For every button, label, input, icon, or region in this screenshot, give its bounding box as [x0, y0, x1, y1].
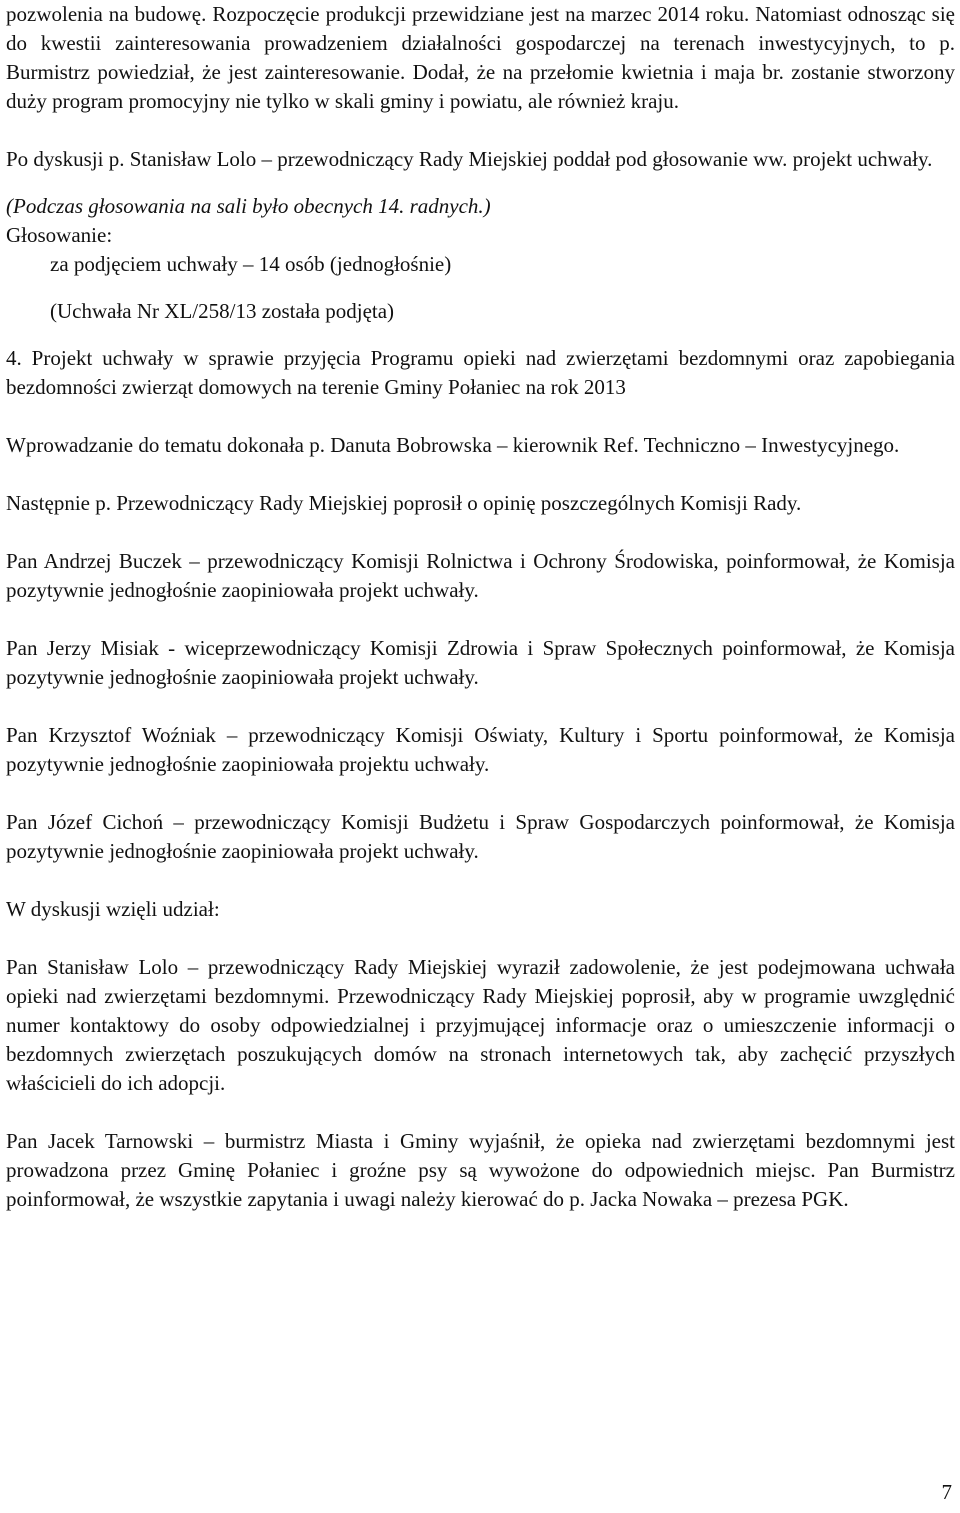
paragraph-introduction: Wprowadzanie do tematu dokonała p. Danuta Bobrowska – kierownik Ref. Techniczno – Inwestycyjnego.	[6, 433, 900, 457]
vote-result: za podjęciem uchwały – 14 osób (jednogłośnie)	[50, 252, 452, 276]
paragraph-opinion-health: Pan Jerzy Misiak - wiceprzewodniczący Komisji Zdrowia i Spraw Społecznych poinformował, że Komisja pozytywnie jednogłośnie zaopiniowała projekt uchwały.	[6, 636, 955, 689]
paragraph-opinion-agriculture: Pan Andrzej Buczek – przewodniczący Komisji Rolnictwa i Ochrony Środowiska, poinformował, że Komisja pozytywnie jednogłośnie zaopiniowała projekt uchwały.	[6, 549, 955, 602]
resolution-adopted: (Uchwała Nr XL/258/13 została podjęta)	[50, 299, 395, 323]
paragraph-opinion-budget: Pan Józef Cichoń – przewodniczący Komisji Budżetu i Spraw Gospodarczych poinformował, że Komisja pozytywnie jednogłośnie zaopiniowała projekt uchwały.	[6, 810, 955, 863]
attendance-note: (Podczas głosowania na sali było obecnych 14. radnych.)	[6, 194, 491, 218]
paragraph-committee-request: Następnie p. Przewodniczący Rady Miejskiej poprosił o opinię poszczególnych Komisji Rady.	[6, 491, 802, 515]
paragraph-investment: pozwolenia na budowę. Rozpoczęcie produkcji przewidziane jest na marzec 2014 roku. Natomiast odnosząc się do kwestii zainteresowania prowadzeniem działalności gospodarczej na terenach inwestycyjnych, to p. Burmistrz powiedział, że jest zainteresowanie. Dodał, że na przełomie kwietnia i maja br. zostanie stworzony duży program promocyjny nie tylko w skali gminy i powiatu, ale również kraju.	[6, 2, 955, 113]
discussion-heading: W dyskusji wzięli udział:	[6, 897, 220, 921]
paragraph-opinion-education: Pan Krzysztof Woźniak – przewodniczący Komisji Oświaty, Kultury i Sportu poinformował, że Komisja pozytywnie jednogłośnie zaopiniowała projektu uchwały.	[6, 723, 955, 776]
agenda-item-4: 4. Projekt uchwały w sprawie przyjęcia Programu opieki nad zwierzętami bezdomnymi oraz zapobiegania bezdomności zwierząt domowych na terenie Gminy Połaniec na rok 2013	[6, 346, 955, 399]
vote-label: Głosowanie:	[6, 223, 113, 247]
page-number: 7	[941, 1480, 952, 1504]
paragraph-discussion-mayor: Pan Jacek Tarnowski – burmistrz Miasta i Gminy wyjaśnił, że opieka nad zwierzętami bezdomnymi jest prowadzona przez Gminę Połaniec i groźne psy są wywożone do odpowiednich miejsc. Pan Burmistrz poinformował, że wszystkie zapytania i uwagi należy kierować do p. Jacka Nowaka – prezesa PGK.	[6, 1129, 955, 1211]
document-page	[6, 0, 955, 1214]
paragraph-discussion-chairman: Pan Stanisław Lolo – przewodniczący Rady Miejskiej wyraził zadowolenie, że jest podejmowana uchwała opieki nad zwierzętami bezdomnymi. Przewodniczący Rady Miejskiej poprosił, aby w programie uwzględnić numer kontaktowy do osoby odpowiedzialnej i przyjmującej informacje oraz o umieszczenie informacji o bezdomnych zwierzętach poszukujących domów na stronach internetowych tak, aby zachęcić przyszłych właścicieli do ich adopcji.	[6, 955, 955, 1095]
paragraph-vote-call: Po dyskusji p. Stanisław Lolo – przewodniczący Rady Miejskiej poddał pod głosowanie ww. projekt uchwały.	[6, 147, 933, 171]
